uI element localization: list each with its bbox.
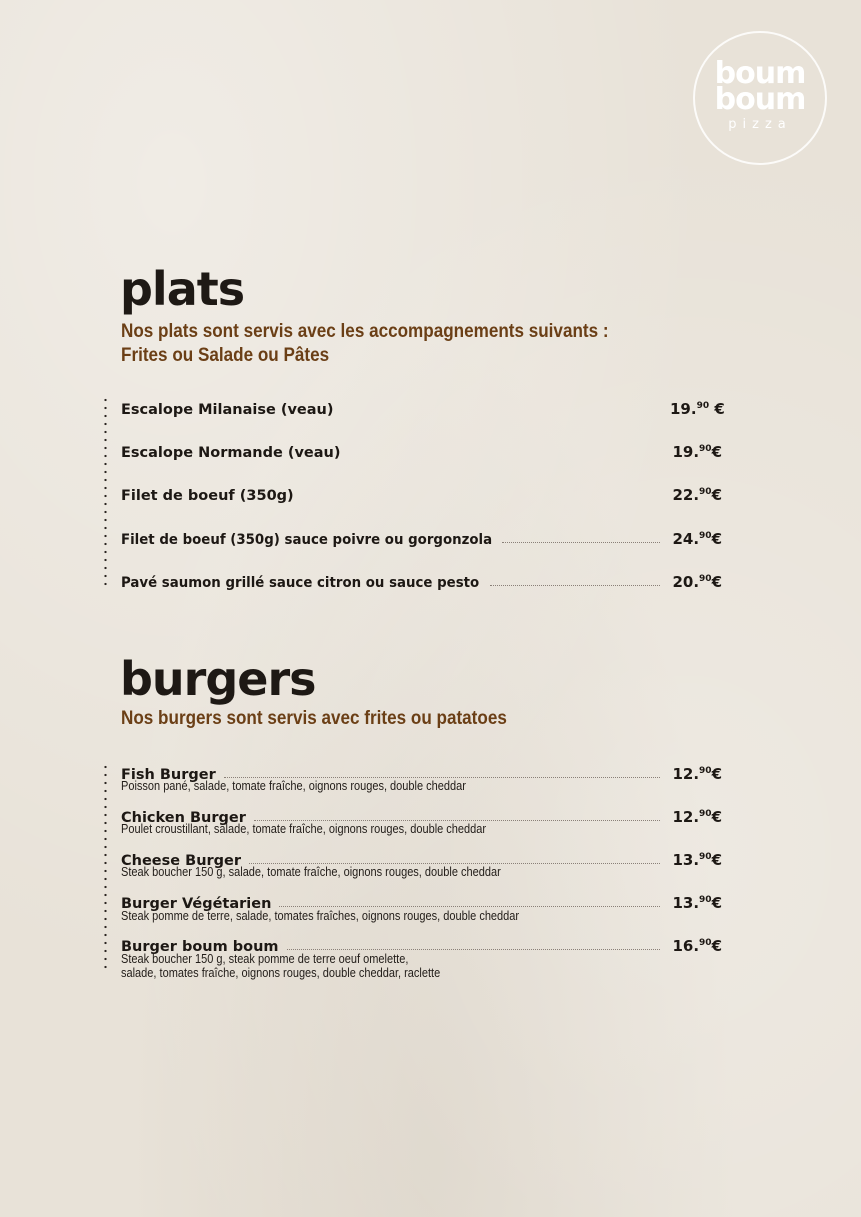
item-name: Filet de boeuf (350g) <box>121 488 294 504</box>
item-description: salade, tomates fraîche, oignons rouges, double cheddar, raclette <box>121 966 441 980</box>
item-description: Steak pomme de terre, salade, tomates fraîches, oignons rouges, double cheddar <box>121 909 520 923</box>
plats-dotted-margin <box>104 396 107 586</box>
burgers-section-title: burgers <box>120 652 316 706</box>
leader-dots <box>224 777 660 778</box>
leader-dots <box>342 412 660 413</box>
leader-dots <box>254 820 660 821</box>
menu-item-plat <box>121 439 722 461</box>
logo-word-2: boum <box>714 82 806 117</box>
burgers-dotted-margin <box>104 763 107 973</box>
leader-dots <box>249 863 660 864</box>
item-price: 13.90€ <box>672 851 722 869</box>
item-price: 16.90€ <box>672 937 722 955</box>
item-price: 20.90€ <box>672 573 722 591</box>
plats-section-title: plats <box>120 262 245 316</box>
item-name: Burger boum boum <box>121 939 279 955</box>
leader-dots <box>348 455 660 456</box>
plats-subtitle-line2: Frites ou Salade ou Pâtes <box>121 345 330 366</box>
menu-item-plat <box>121 482 722 504</box>
brand-logo <box>693 31 827 165</box>
item-price: 12.90€ <box>672 765 722 783</box>
item-price: 19.90 € <box>670 400 725 418</box>
item-description: Steak boucher 150 g, salade, tomate fraîche, oignons rouges, double cheddar <box>121 865 501 879</box>
item-name: Filet de boeuf (350g) sauce poivre ou gorgonzola <box>121 532 493 548</box>
item-name: Cheese Burger <box>121 853 242 869</box>
menu-item-plat <box>121 526 722 548</box>
item-description: Poulet croustillant, salade, tomate fraîche, oignons rouges, double cheddar <box>121 822 487 836</box>
menu-item-plat <box>121 569 722 591</box>
leader-dots <box>279 906 660 907</box>
item-price: 12.90€ <box>672 808 722 826</box>
item-description: Poisson pané, salade, tomate fraîche, oignons rouges, double cheddar <box>121 779 466 793</box>
item-description: Steak boucher 150 g, steak pomme de terre oeuf omelette, <box>121 952 409 966</box>
leader-dots <box>302 498 660 499</box>
leader-dots <box>287 949 660 950</box>
item-name: Pavé saumon grillé sauce citron ou sauce pesto <box>121 575 480 591</box>
leader-dots <box>490 585 660 586</box>
item-name: Fish Burger <box>121 767 216 783</box>
item-price: 24.90€ <box>672 530 722 548</box>
logo-word-3: pizza <box>728 117 792 132</box>
item-price: 13.90€ <box>672 894 722 912</box>
item-name: Escalope Normande (veau) <box>121 445 341 461</box>
leader-dots <box>502 542 660 543</box>
item-name: Burger Végétarien <box>121 896 272 912</box>
menu-item-plat <box>121 396 725 418</box>
plats-subtitle-line1: Nos plats sont servis avec les accompagnements suivants : <box>121 321 609 342</box>
burgers-subtitle: Nos burgers sont servis avec frites ou patatoes <box>121 708 507 729</box>
logo-word-1: boum <box>714 56 806 91</box>
item-price: 22.90€ <box>672 486 722 504</box>
item-name: Escalope Milanaise (veau) <box>121 402 334 418</box>
item-price: 19.90€ <box>672 443 722 461</box>
item-name: Chicken Burger <box>121 810 246 826</box>
